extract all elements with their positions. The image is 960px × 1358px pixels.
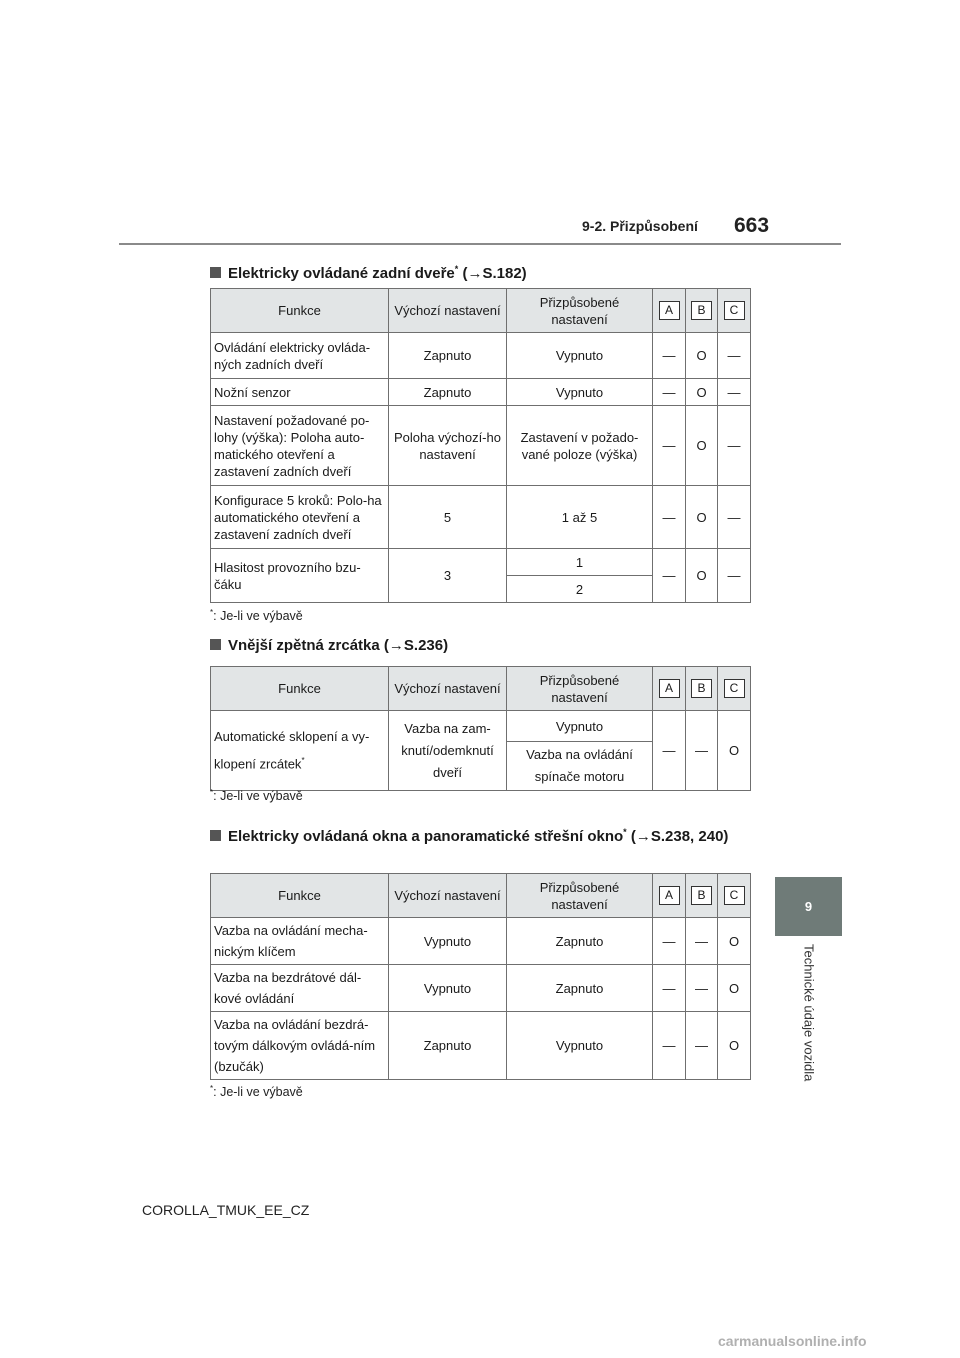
section3-ref-link[interactable]: (→S.238, 240) <box>630 828 729 845</box>
cell-custom: Vypnuto <box>507 379 653 406</box>
cell-c: O <box>718 918 751 965</box>
cell-c: — <box>718 549 751 603</box>
cell-default: Zapnuto <box>389 333 507 379</box>
box-a: A <box>659 679 680 698</box>
cell-function: Hlasitost provozního bzu-čáku <box>211 549 389 603</box>
section1-heading <box>210 255 527 288</box>
cell-b: — <box>686 918 718 965</box>
cell-b: — <box>686 965 718 1012</box>
cell-function: Nastavení požadované po-lohy (výška): Poloha auto-matického otevření a zastavení zadních dveří <box>211 406 389 486</box>
col-header-c <box>718 289 751 333</box>
section3-heading <box>210 818 750 851</box>
cell-b: O <box>686 333 718 379</box>
cell-c: — <box>718 379 751 406</box>
cell-a: — <box>653 918 686 965</box>
box-a: A <box>659 301 680 320</box>
cell-b: — <box>686 1012 718 1080</box>
cell-function: Ovládání elektricky ovláda-ných zadních dveří <box>211 333 389 379</box>
footnote-text: : Je-li ve výbavě <box>213 1085 303 1100</box>
cell-c: O <box>718 1012 751 1080</box>
cell-a: — <box>653 486 686 549</box>
table-header-row <box>211 667 751 711</box>
table-row <box>211 486 751 549</box>
box-c: C <box>724 679 745 698</box>
page-number: 663 <box>734 214 770 237</box>
cell-a: — <box>653 711 686 791</box>
cell-function-text: Automatické sklopení a vy-klopení zrcátek <box>214 728 370 772</box>
cell-b: O <box>686 379 718 406</box>
cell-a: — <box>653 379 686 406</box>
col-header-b <box>686 667 718 711</box>
box-b: B <box>691 301 712 320</box>
cell-custom: Vazba na ovládání spínače motoru <box>507 742 653 791</box>
cell-default: Poloha výchozí-ho nastavení <box>389 406 507 486</box>
cell-c: — <box>718 486 751 549</box>
section3-table <box>210 873 751 1080</box>
cell-default: 5 <box>389 486 507 549</box>
section1-table <box>210 288 751 603</box>
cell-c: O <box>718 711 751 791</box>
col-header-function: Funkce <box>211 289 389 333</box>
cell-custom: 1 až 5 <box>507 486 653 549</box>
box-a: A <box>659 886 680 905</box>
section1-footnote <box>210 608 303 623</box>
section3-footnote <box>210 1084 303 1099</box>
cell-function: Konfigurace 5 kroků: Polo-ha automatického otevření a zastavení zadních dveří <box>211 486 389 549</box>
table-header-row <box>211 874 751 918</box>
cell-custom: Vypnuto <box>507 711 653 742</box>
table-row <box>211 711 751 742</box>
cell-custom: Vypnuto <box>507 333 653 379</box>
col-header-default: Výchozí nastavení <box>389 667 507 711</box>
section2-title: Vnější zpětná zrcátka <box>228 637 380 654</box>
section2-footnote <box>210 788 303 803</box>
box-b: B <box>691 679 712 698</box>
cell-function: Nožní senzor <box>211 379 389 406</box>
table-header-row <box>211 289 751 333</box>
square-bullet-icon <box>210 830 221 841</box>
col-header-b <box>686 289 718 333</box>
box-b: B <box>691 886 712 905</box>
col-header-a <box>653 667 686 711</box>
asterisk-mark: * <box>210 1084 214 1093</box>
col-header-b <box>686 874 718 918</box>
box-c: C <box>724 301 745 320</box>
section1-ref-link[interactable]: (→S.182) <box>462 265 527 282</box>
footnote-text: : Je-li ve výbavě <box>213 609 303 624</box>
cell-a: — <box>653 406 686 486</box>
table-row <box>211 333 751 379</box>
header-section-title: 9-2. Přizpůsobení <box>582 218 698 234</box>
col-header-function: Funkce <box>211 667 389 711</box>
cell-custom: 2 <box>507 576 653 603</box>
cell-a: — <box>653 333 686 379</box>
cell-b: O <box>686 549 718 603</box>
col-header-c <box>718 667 751 711</box>
asterisk-mark: * <box>454 264 459 274</box>
cell-function: Vazba na bezdrátové dál-kové ovládání <box>211 965 389 1012</box>
chapter-side-label <box>800 944 818 1114</box>
cell-custom: Zapnuto <box>507 918 653 965</box>
table-row <box>211 379 751 406</box>
col-header-c <box>718 874 751 918</box>
asterisk-mark: * <box>301 755 305 765</box>
cell-a: — <box>653 965 686 1012</box>
chapter-title: Technické údaje vozidla <box>801 944 817 1082</box>
cell-c: O <box>718 965 751 1012</box>
cell-default: 3 <box>389 549 507 603</box>
section3-title: Elektricky ovládaná okna a panoramatické střešní okno <box>228 828 624 845</box>
chapter-number: 9 <box>804 899 813 914</box>
cell-function: Vazba na ovládání mecha-nickým klíčem <box>211 918 389 965</box>
section1-title: Elektricky ovládané zadní dveře <box>228 265 455 282</box>
cell-function <box>211 711 389 791</box>
cell-b: — <box>686 711 718 791</box>
col-header-a <box>653 874 686 918</box>
box-c: C <box>724 886 745 905</box>
col-header-custom: Přizpůsobené nastavení <box>507 667 653 711</box>
asterisk-mark: * <box>623 827 627 837</box>
cell-default: Vypnuto <box>389 918 507 965</box>
col-header-default: Výchozí nastavení <box>389 289 507 333</box>
watermark: carmanualsonline.info <box>718 1333 867 1349</box>
cell-b: O <box>686 486 718 549</box>
table-row <box>211 918 751 965</box>
section2-table <box>210 666 751 791</box>
cell-default: Zapnuto <box>389 379 507 406</box>
document-code: COROLLA_TMUK_EE_CZ <box>142 1202 310 1218</box>
cell-default: Zapnuto <box>389 1012 507 1080</box>
col-header-default: Výchozí nastavení <box>389 874 507 918</box>
table-row <box>211 406 751 486</box>
table-row <box>211 549 751 576</box>
cell-custom: Vypnuto <box>507 1012 653 1080</box>
cell-function: Vazba na ovládání bezdrá-tovým dálkovým ovládá-ním (bzučák) <box>211 1012 389 1080</box>
cell-b: O <box>686 406 718 486</box>
cell-c: — <box>718 333 751 379</box>
asterisk-mark: * <box>210 608 214 617</box>
cell-default: Vypnuto <box>389 965 507 1012</box>
square-bullet-icon <box>210 267 221 278</box>
col-header-custom: Přizpůsobené nastavení <box>507 289 653 333</box>
col-header-a <box>653 289 686 333</box>
section2-heading <box>210 632 448 660</box>
asterisk-mark: * <box>210 788 214 797</box>
table-row <box>211 1012 751 1080</box>
cell-c: — <box>718 406 751 486</box>
cell-custom: Zastavení v požado-vané poloze (výška) <box>507 406 653 486</box>
cell-custom: Zapnuto <box>507 965 653 1012</box>
table-row <box>211 965 751 1012</box>
cell-custom: 1 <box>507 549 653 576</box>
col-header-function: Funkce <box>211 874 389 918</box>
col-header-custom: Přizpůsobené nastavení <box>507 874 653 918</box>
section2-ref-link[interactable]: (→S.236) <box>383 637 449 654</box>
cell-a: — <box>653 549 686 603</box>
header-divider <box>119 243 841 245</box>
cell-a: — <box>653 1012 686 1080</box>
footnote-text: : Je-li ve výbavě <box>213 789 303 804</box>
square-bullet-icon <box>210 639 221 650</box>
cell-default: Vazba na zam-knutí/odemknutí dveří <box>389 711 507 791</box>
chapter-tab[interactable] <box>775 877 842 936</box>
